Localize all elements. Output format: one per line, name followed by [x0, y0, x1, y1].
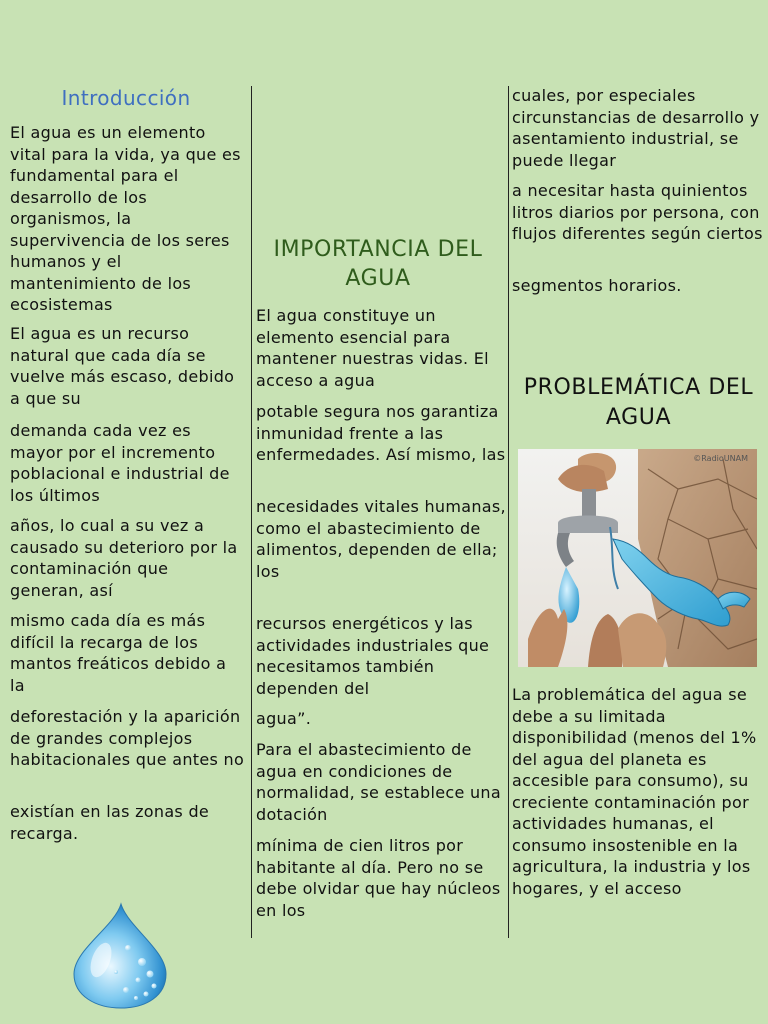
problem-paragraph-3: segmentos horarios.: [512, 276, 682, 295]
problem-paragraph-2: a necesitar hasta quinientos litros diarios por persona, con flujos diferentes según ciertos: [512, 181, 763, 243]
problem-title: PROBLEMÁTICA DEL AGUA: [523, 375, 754, 430]
intro-paragraph-3: demanda cada vez es mayor por el incremento poblacional e industrial de los últimos: [10, 421, 230, 505]
importance-paragraph-4: recursos energéticos y las actividades industriales que necesitamos también dependen del: [256, 614, 490, 698]
problem-paragraph-4: La problemática del agua se debe a su limitada disponibilidad (menos del 1% del agua del planeta es accesible para consumo), su creciente contaminación por actividades humanas, el consumo insostenible en la agricultura, la industria y los hogares, y el acceso: [512, 685, 757, 898]
importance-title: IMPORTANCIA DEL AGUA: [273, 237, 483, 291]
column-problem: [509, 0, 768, 1024]
column-importance: [252, 0, 508, 1024]
importance-paragraph-2: potable segura nos garantiza inmunidad frente a las enfermedades. Así mismo, las: [256, 402, 506, 464]
importance-paragraph-3: necesidades vitales humanas, como el abastecimiento de alimentos, dependen de ella; los: [256, 497, 506, 581]
water-crisis-photo: [518, 449, 757, 667]
problem-paragraph-1: cuales, por especiales circunstancias de desarrollo y asentamiento industrial, se puede llegar: [512, 86, 760, 170]
intro-paragraph-5: mismo cada día es más difícil la recarga de los mantos freáticos debido a la: [10, 611, 227, 695]
intro-paragraph-7: existían en las zonas de recarga.: [10, 802, 210, 843]
importance-paragraph-6: Para el abastecimiento de agua en condiciones de normalidad, se establece una dotación: [256, 740, 501, 824]
importance-paragraph-5: agua”.: [256, 709, 312, 728]
importance-paragraph-1: El agua constituye un elemento esencial para mantener nuestras vidas. El acceso a agua: [256, 306, 489, 390]
water-drop-icon: [66, 902, 176, 1010]
intro-paragraph-6: deforestación y la aparición de grandes complejos habitacionales que antes no: [10, 707, 245, 769]
intro-paragraph-2: El agua es un recurso natural que cada día se vuelve más escaso, debido a que su: [10, 324, 235, 408]
introduction-title: Introducción: [61, 86, 191, 110]
importance-paragraph-7: mínima de cien litros por habitante al día. Pero no se debe olvidar que hay núcleos en los: [256, 836, 501, 920]
intro-paragraph-1: El agua es un elemento vital para la vida, ya que es fundamental para el desarrollo de los organismos, la supervivencia de los seres humanos y el mantenimiento de los ecosistemas: [10, 123, 241, 314]
photo-credit: ©RadioUNAM: [693, 454, 748, 463]
intro-paragraph-4: años, lo cual a su vez a causado su deterioro por la contaminación que generan, así: [10, 516, 238, 600]
column-introduction: [0, 0, 252, 1024]
